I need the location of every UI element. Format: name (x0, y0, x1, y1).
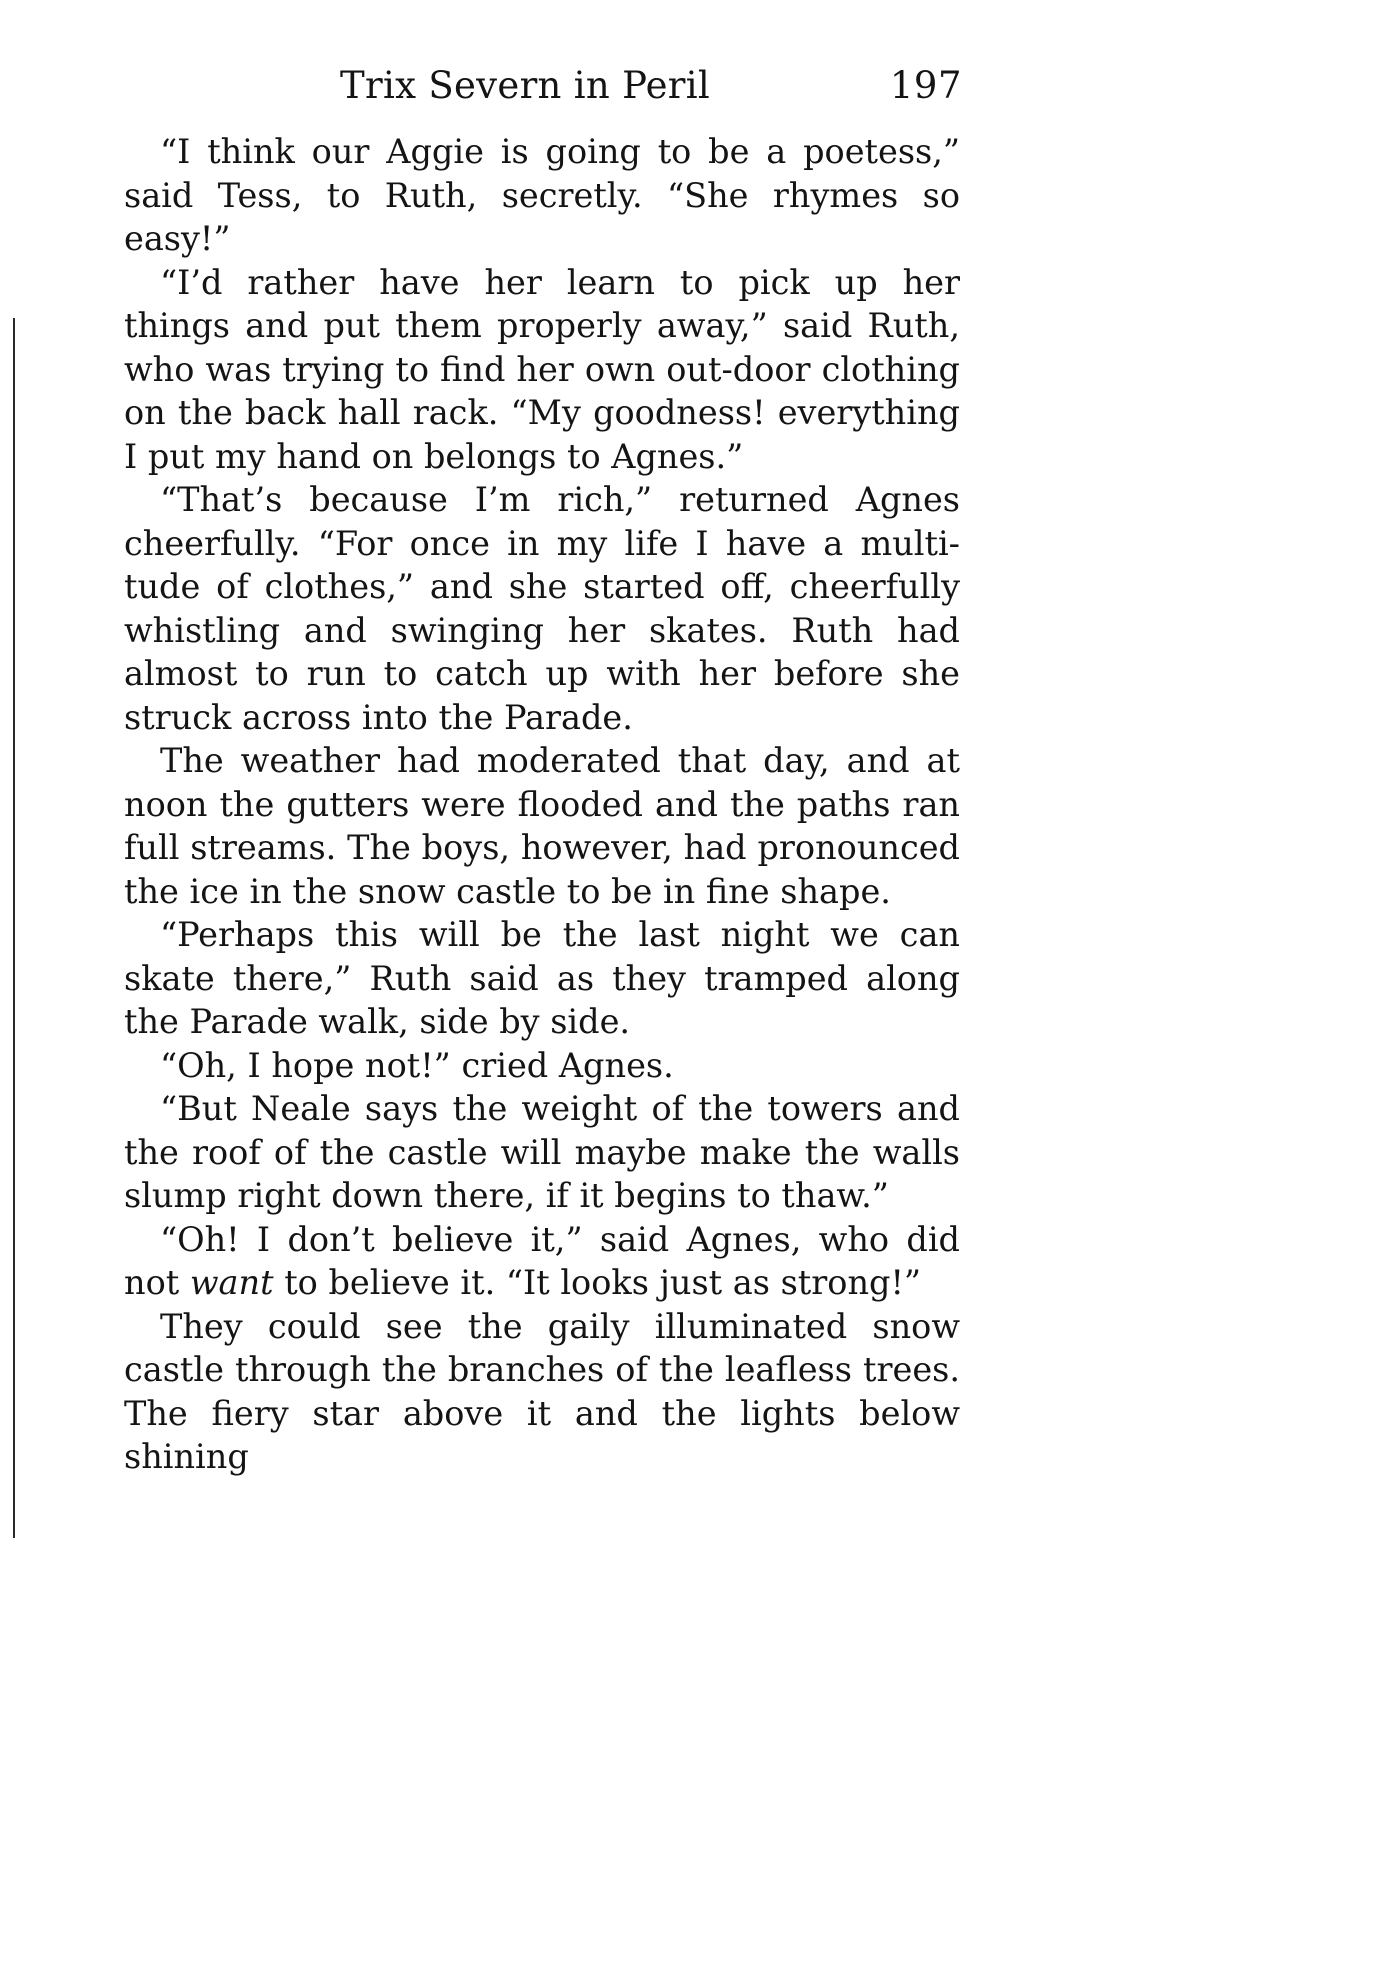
text-run: “But Neale says the weight of the towers and the roof of the castle will maybe make the walls slump right down there, if it begins to thaw.” (124, 1089, 960, 1215)
text-run: The weather had moderated that day, and at noon the gutters were flooded and the paths ran full streams. The boys, however, had pronounced the ice in the snow castle to be in fine shape. (124, 741, 960, 911)
running-title: Trix Severn in Peril (340, 64, 711, 107)
text-run: “Perhaps this will be the last night we can skate there,” Ruth said as they tramped along the Parade walk, side by side. (124, 915, 960, 1041)
italic-text: want (189, 1263, 274, 1302)
paragraph (124, 478, 960, 739)
text-run: “That’s because I’m rich,” returned Agnes cheerfully. “For once in my life I have a multi-tude of clothes,” and she started off, cheerfully whistling and swinging her skates. Ruth had almost to run to catch up with her before she struck across into the Parade. (124, 480, 960, 737)
paragraph (124, 1087, 960, 1218)
text-run: “Oh! I don’t believe it,” said Agnes, who did not (124, 1219, 960, 1302)
text-run: “Oh, I hope not!” cried Agnes. (160, 1045, 674, 1085)
page-edge-line (13, 318, 15, 1538)
text-run: They could see the gaily illuminated snow castle through the branches of the leafless trees. The fiery star above it and the lights below shining (124, 1306, 960, 1476)
page-number: 197 (889, 64, 962, 107)
paragraph (124, 1044, 960, 1088)
body-text (124, 130, 960, 1479)
text-run: to believe it. “It looks just as strong!” (273, 1263, 922, 1302)
text-run: “I think our Aggie is going to be a poetess,” said Tess, to Ruth, secretly. “She rhymes so easy!” (124, 132, 960, 258)
paragraph (124, 130, 960, 261)
paragraph (124, 261, 960, 479)
paragraph (124, 1218, 960, 1305)
paragraph (124, 913, 960, 1044)
paragraph (124, 739, 960, 913)
running-head (0, 58, 1096, 114)
text-run: “I’d rather have her learn to pick up her things and put them properly away,” said Ruth, who was trying to find her own out-door clothing on the back hall rack. “My goodness! everything I put my hand on belongs to Agnes.” (124, 262, 960, 476)
paragraph (124, 1305, 960, 1479)
